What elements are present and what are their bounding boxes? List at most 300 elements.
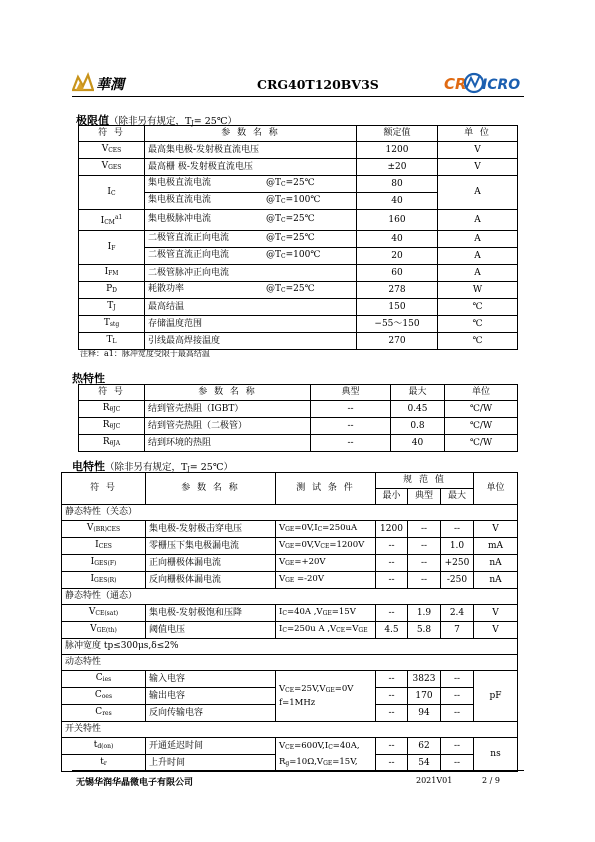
cond-sub: GE [285, 560, 295, 567]
symbol-sub: CM [104, 219, 115, 226]
symbol-sub: CE(sat) [95, 610, 119, 617]
symbol-text: R [102, 437, 110, 447]
parameter-condition [266, 250, 320, 260]
symbol-cell [62, 688, 146, 705]
switch-label: 开关特性 [62, 722, 518, 738]
symbol-cell [62, 521, 146, 538]
unit-cell: V [474, 622, 518, 639]
cond-sub: C [281, 198, 286, 205]
symbol-text: I [95, 540, 99, 550]
limits-row [79, 282, 518, 299]
cond-sub: GE [358, 627, 368, 634]
cond-sub: GE [285, 577, 295, 584]
symbol-cell [62, 605, 146, 622]
typ-cell: -- [408, 572, 441, 589]
rating-cell: 1200 [357, 142, 438, 159]
switch-unit-cell: ns [474, 738, 518, 772]
unit-cell: ℃/W [445, 401, 518, 418]
cond-text: @T [266, 233, 282, 243]
symbol-text: P [106, 284, 113, 294]
switch-body [62, 738, 518, 772]
limits-header-symbol: 符 号 [79, 126, 145, 142]
cond-tail: =25℃ [285, 284, 315, 294]
parameter-name: 最高结温 [148, 301, 185, 312]
electrical-row [62, 605, 518, 622]
electrical-row [62, 572, 518, 589]
symbol-text: V [88, 607, 96, 617]
limits-row [79, 248, 518, 265]
thermal-row [79, 418, 518, 435]
symbol-text: I [104, 267, 109, 277]
limits-header-rating: 额定值 [357, 126, 438, 142]
cond-text: =600V,I [294, 740, 329, 751]
symbol-cell [79, 299, 145, 316]
parameter-cell [145, 210, 357, 231]
parameter-name: 耗散功率 [148, 284, 185, 294]
footer-rule [72, 770, 524, 771]
symbol-cell [79, 210, 145, 231]
max-cell: 0.45 [391, 401, 445, 418]
min-cell: -- [376, 755, 408, 772]
cond-sub: C [317, 526, 323, 533]
max-cell: 1.0 [441, 538, 474, 555]
limits-row [79, 176, 518, 193]
rating-cell: 40 [357, 193, 438, 210]
symbol-cell [79, 176, 145, 210]
symbol-text: C [94, 690, 102, 700]
switch-group-row [62, 722, 518, 738]
cond-sub: GE [325, 687, 335, 694]
cond-sub: GE [322, 610, 332, 617]
electrical-header-typ: 典型 [408, 489, 441, 505]
static-off-group-row [62, 505, 518, 521]
parameter-name: 二极管直流正向电流 [148, 250, 230, 260]
min-cell: -- [376, 738, 408, 755]
symbol-sub: ies [102, 676, 112, 683]
static-off-body [62, 521, 518, 589]
unit-cell: W [438, 282, 518, 299]
max-cell: 40 [391, 435, 445, 452]
typ-cell: 94 [408, 705, 441, 722]
unit-cell: A [438, 210, 518, 231]
cond-text: @T [266, 178, 282, 188]
cond-text: R [279, 756, 286, 767]
symbol-text: R [102, 420, 110, 430]
symbol-cell [62, 555, 146, 572]
symbol-text: I [100, 216, 105, 226]
cond-text: =10Ω,V [289, 756, 324, 767]
rating-cell: 278 [357, 282, 438, 299]
symbol-cell [79, 333, 145, 350]
cond-text: V [279, 540, 286, 550]
limits-note: 注释：a1：脉冲宽度受限于最高结温 [80, 349, 210, 358]
typ-cell: -- [408, 521, 441, 538]
limits-row [79, 231, 518, 248]
limits-row [79, 142, 518, 159]
thermal-title: 热特性 [72, 372, 105, 385]
cond-tail: =25℃ [285, 178, 315, 188]
static-off-label: 静态特性（关态） [62, 505, 518, 521]
condition-cell [276, 521, 376, 538]
unit-cell: mA [474, 538, 518, 555]
footer-page: 2 / 9 [482, 776, 500, 785]
cond-text: =250u A ,V [286, 624, 337, 634]
cond-sub: CE [285, 687, 295, 694]
max-cell: -- [441, 755, 474, 772]
symbol-cell [79, 316, 145, 333]
electrical-row [62, 622, 518, 639]
symbol-cell [79, 265, 145, 282]
limits-row [79, 159, 518, 176]
min-cell: -- [376, 671, 408, 688]
doc-title: CRG40T120BV3S [257, 77, 379, 92]
symbol-sub: stg [109, 321, 120, 328]
symbol-sub: F [111, 244, 116, 252]
parameter-condition [266, 195, 320, 205]
parameter-name: 集电极直流电流 [148, 178, 212, 188]
switching-row [62, 738, 518, 755]
max-cell: -250 [441, 572, 474, 589]
cond-text: V [279, 684, 286, 694]
cond-sub: C [282, 610, 287, 617]
parameter-cell: 输入电容 [146, 671, 276, 688]
cond-text: =1200V [329, 540, 365, 550]
unit-cell: V [474, 605, 518, 622]
limits-title-text: 极限值 [76, 114, 109, 127]
footer-version: 2021V01 [416, 776, 453, 785]
symbol-sub: J [113, 304, 116, 311]
unit-cell: V [438, 159, 518, 176]
max-cell: -- [441, 671, 474, 688]
symbol-sub: θJA [109, 440, 121, 447]
pulse-note-row [62, 639, 518, 655]
parameter-name: 最高集电极-发射极直流电压 [148, 144, 260, 155]
thermal-header-max: 最大 [391, 385, 445, 401]
rating-cell: ±20 [357, 159, 438, 176]
parameter-cell: 输出电容 [146, 688, 276, 705]
symbol-sub: D [112, 287, 117, 294]
symbol-cell [62, 538, 146, 555]
symbol-text: V [86, 523, 94, 533]
cond-sub: C [282, 627, 287, 634]
parameter-name: 最高栅 极-发射极直流电压 [148, 161, 253, 172]
symbol-cell [79, 159, 145, 176]
electrical-row [62, 555, 518, 572]
cond-text: =-20V [294, 574, 324, 584]
static-on-label: 静态特性（通态） [62, 589, 518, 605]
thermal-header-row [79, 385, 518, 401]
symbol-sub: oes [101, 693, 113, 700]
symbol-cell [79, 142, 145, 159]
limits-row [79, 333, 518, 350]
limits-condition-tail: = 25℃） [193, 116, 237, 127]
rating-cell: 60 [357, 265, 438, 282]
cond-sub: CE [285, 743, 295, 751]
svg-text:CR: CR [444, 75, 467, 93]
symbol-sup: a1 [114, 214, 123, 221]
unit-cell: ℃ [438, 299, 518, 316]
symbol-text: V [101, 161, 109, 171]
electrical-header-symbol: 符 号 [62, 473, 146, 505]
dynamic-body [62, 671, 518, 722]
static-on-body [62, 605, 518, 639]
cond-sub: C [328, 743, 333, 751]
parameter-name: 引线最高焊接温度 [148, 335, 221, 346]
symbol-sub: GES [108, 164, 122, 171]
cond-tail: =100℃ [285, 250, 321, 260]
typ-cell: 170 [408, 688, 441, 705]
cond-sub: C [281, 217, 286, 224]
typ-cell: 54 [408, 755, 441, 772]
parameter-name: 二极管脉冲正向电流 [148, 267, 230, 278]
symbol-cell [62, 705, 146, 722]
symbol-text: I [107, 241, 112, 252]
cond-text: @T [266, 214, 282, 224]
cond-text: =15V, [332, 756, 358, 767]
typ-cell: 3823 [408, 671, 441, 688]
static-on-group-row [62, 589, 518, 605]
parameter-cell [145, 316, 357, 333]
condition-cell [276, 538, 376, 555]
cond-sub: C [281, 253, 286, 260]
symbol-cell [79, 282, 145, 299]
cond-text: =0V,V [294, 540, 321, 550]
company-logo-icon [72, 72, 94, 92]
parameter-cell: 结到管壳热阻（二极管） [145, 418, 311, 435]
cond-sub: GE [323, 759, 333, 767]
thermal-table [78, 384, 518, 452]
symbol-sub: r [103, 760, 107, 767]
dynamic-group-row [62, 655, 518, 671]
cond-text: =250uA [322, 523, 358, 533]
parameter-cell: 结到环境的热阻 [145, 435, 311, 452]
thermal-body [79, 401, 518, 452]
electrical-header-min: 最小 [376, 489, 408, 505]
symbol-sub: L [112, 338, 117, 345]
electrical-condition-text: （除非另有规定，T [105, 462, 188, 473]
parameter-cell: 上升时间 [146, 755, 276, 772]
unit-cell: nA [474, 555, 518, 572]
min-cell: -- [376, 538, 408, 555]
parameter-condition [266, 284, 315, 294]
cond-sub: CE [336, 627, 346, 634]
dynamic-unit-cell: pF [474, 671, 518, 722]
rating-cell: 40 [357, 231, 438, 248]
electrical-condition-tail: = 25℃） [189, 462, 233, 473]
min-cell: 4.5 [376, 622, 408, 639]
symbol-sub: CES [98, 543, 112, 550]
symbol-cell [62, 755, 146, 772]
rating-cell: 270 [357, 333, 438, 350]
parameter-cell [145, 282, 357, 299]
parameter-condition [266, 178, 315, 188]
cond-text: =40A ,V [286, 607, 323, 617]
cond-text: =+20V [294, 557, 326, 567]
limits-row [79, 265, 518, 282]
min-cell: 1200 [376, 521, 408, 538]
symbol-text: V [90, 624, 97, 634]
thermal-header-parameter: 参 数 名 称 [145, 385, 311, 401]
cond-text: =0V,I [294, 523, 318, 533]
electrical-condition-sub: J [187, 466, 190, 473]
dynamic-row [62, 671, 518, 688]
symbol-sub: θJC [109, 406, 121, 413]
condition-cell [276, 555, 376, 572]
cond-tail: =25℃ [285, 233, 315, 243]
cond-text: V [279, 523, 286, 533]
unit-cell: ℃ [438, 333, 518, 350]
max-cell: 7 [441, 622, 474, 639]
symbol-cell [62, 572, 146, 589]
parameter-name: 二极管直流正向电流 [148, 233, 230, 243]
footer-company: 无锡华润华晶微电子有限公司 [76, 778, 194, 788]
symbol-sub: CES [108, 147, 122, 154]
cond-sub: GE [285, 543, 295, 550]
min-cell: -- [376, 705, 408, 722]
cond-sub: C [281, 287, 286, 294]
unit-cell: A [438, 265, 518, 282]
parameter-cell [145, 159, 357, 176]
limits-row [79, 299, 518, 316]
thermal-header-typical: 典型 [311, 385, 391, 401]
symbol-text: T [106, 335, 113, 345]
symbol-cell [79, 418, 145, 435]
symbol-cell [79, 231, 145, 265]
symbol-sub: res [102, 710, 112, 717]
condition-cell [276, 605, 376, 622]
cond-sub: C [281, 181, 286, 188]
limits-row [79, 316, 518, 333]
min-cell: -- [376, 605, 408, 622]
typ-cell: 62 [408, 738, 441, 755]
typ-cell: 1.9 [408, 605, 441, 622]
parameter-cell: 正向栅极体漏电流 [146, 555, 276, 572]
rating-cell: −55～150 [357, 316, 438, 333]
symbol-text: C [95, 707, 103, 717]
parameter-name: 集电极直流电流 [148, 195, 212, 205]
parameter-cell [145, 142, 357, 159]
max-cell: -- [441, 738, 474, 755]
switch-condition-cell [276, 738, 376, 772]
typical-cell: -- [311, 418, 391, 435]
max-cell: -- [441, 705, 474, 722]
brand-logo-icon [444, 70, 524, 96]
cond-text: @T [266, 195, 282, 205]
symbol-text: V [101, 144, 109, 154]
max-cell: +250 [441, 555, 474, 572]
symbol-cell [79, 401, 145, 418]
cond-sub: GE [285, 526, 295, 533]
company-logo [72, 72, 142, 94]
unit-cell: ℃/W [445, 435, 518, 452]
header-rule [72, 96, 524, 97]
unit-cell: ℃ [438, 316, 518, 333]
svg-text:ICRO: ICRO [482, 77, 521, 93]
unit-cell: V [438, 142, 518, 159]
cond-text: @T [266, 250, 282, 260]
symbol-sub: θJC [109, 423, 121, 430]
limits-table [78, 125, 518, 350]
electrical-header-max: 最大 [441, 489, 474, 505]
electrical-header-unit: 单位 [474, 473, 518, 505]
symbol-cell [62, 738, 146, 755]
thermal-header-unit: 单位 [445, 385, 518, 401]
cond-sub: C [281, 236, 286, 243]
cond-text: @T [266, 284, 282, 294]
cond-text: =25V,V [294, 684, 326, 694]
parameter-cell: 集电极-发射极饱和压降 [146, 605, 276, 622]
symbol-sub: (BR)CES [93, 526, 121, 533]
parameter-cell: 零栅压下集电极漏电流 [146, 538, 276, 555]
cond-text: =15V [331, 607, 356, 617]
symbol-sub: GE(th) [96, 627, 117, 634]
parameter-cell [145, 193, 357, 210]
symbol-text: t [93, 740, 98, 750]
symbol-text: T [103, 318, 110, 328]
cond-text: I [279, 607, 283, 617]
typical-cell: -- [311, 401, 391, 418]
thermal-row [79, 435, 518, 452]
cond-sub: CE [320, 543, 330, 550]
symbol-text: I [107, 186, 111, 197]
limits-row [79, 210, 518, 231]
cond-text: I [279, 624, 283, 634]
electrical-header-row-1 [62, 473, 518, 489]
max-cell: -- [441, 688, 474, 705]
max-cell: 0.8 [391, 418, 445, 435]
parameter-condition [266, 233, 315, 243]
parameter-cell [145, 265, 357, 282]
electrical-header-parameter: 参 数 名 称 [146, 473, 276, 505]
cond-text: =V [345, 624, 359, 634]
typ-cell: -- [408, 538, 441, 555]
limits-header-row [79, 126, 518, 142]
symbol-sub: d(on) [97, 743, 114, 750]
cond-sub: g [285, 759, 290, 767]
thermal-row [79, 401, 518, 418]
cond-text: =40A, [332, 740, 360, 751]
unit-cell: A [438, 231, 518, 248]
symbol-text: t [100, 757, 104, 767]
symbol-cell [62, 671, 146, 688]
parameter-cell [145, 333, 357, 350]
unit-cell: ℃/W [445, 418, 518, 435]
min-cell: -- [376, 572, 408, 589]
min-cell: -- [376, 555, 408, 572]
limits-body [79, 142, 518, 350]
typ-cell: -- [408, 555, 441, 572]
cond-tail: =25℃ [285, 214, 315, 224]
parameter-cell [145, 231, 357, 248]
condition-cell [276, 622, 376, 639]
parameter-name: 集电极脉冲电流 [148, 214, 212, 224]
parameter-cell: 反向传输电容 [146, 705, 276, 722]
rating-cell: 160 [357, 210, 438, 231]
typical-cell: -- [311, 435, 391, 452]
min-cell: -- [376, 688, 408, 705]
limits-header-parameter: 参 数 名 称 [145, 126, 357, 142]
cond-text: f=1MHz [279, 698, 316, 708]
parameter-cell: 反向栅极体漏电流 [146, 572, 276, 589]
cond-text: =0V [334, 684, 354, 694]
symbol-cell [62, 622, 146, 639]
parameter-cell [145, 176, 357, 193]
unit-cell: A [438, 248, 518, 265]
symbol-sub: FM [108, 270, 119, 277]
symbol-sub: GES(F) [94, 560, 117, 567]
electrical-row [62, 538, 518, 555]
pulse-note: 脉冲宽度 tp≤300μs,δ≤2% [62, 639, 518, 655]
